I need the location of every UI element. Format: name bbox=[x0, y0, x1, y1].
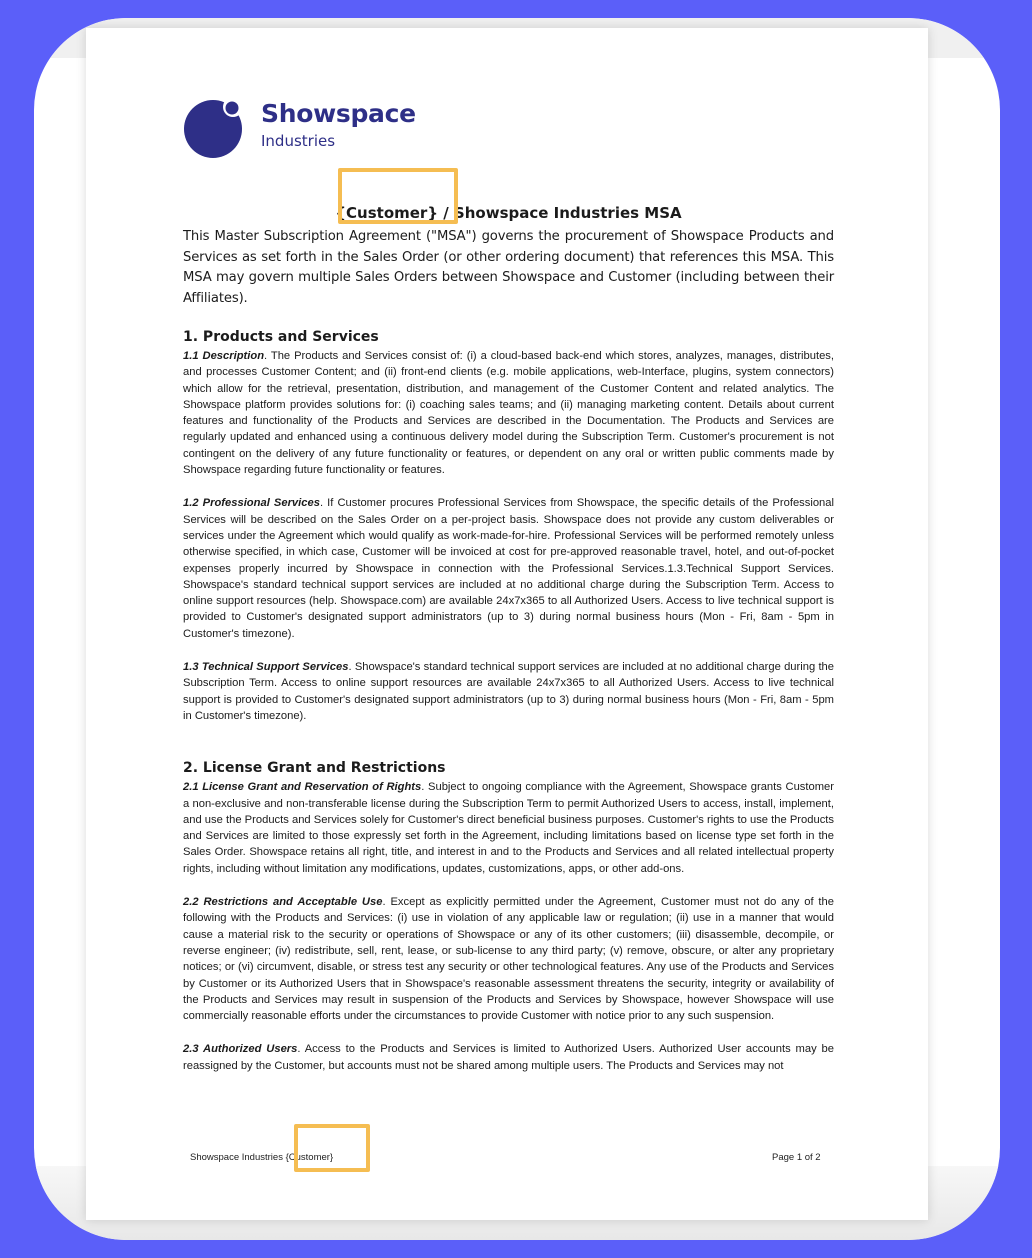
title-placeholder-highlight[interactable] bbox=[338, 168, 458, 224]
clause-text: . Subject to ongoing compliance with the Agreement, Showspace grants Customer a non-exclusive and non-transferable license during the Subscription Term to permit Authorized Users to access, install, implement, and use the Products and Services solely for Customer's direct beneficial business purposes. Customer's rights to use the Products and Services are limited to those expressly set forth in the Agreement, including limitations based on license type set forth in the Sales Order. Showspace retains all right, title, and interest in and to the Products and Services and all related intellectual property rights, including without limitation any modifications, updates, customizations, apps, or other add-ons. bbox=[183, 781, 834, 875]
clause-label: 1.1 Description bbox=[183, 350, 265, 362]
document-body bbox=[183, 204, 834, 1074]
document-title: {Customer} / Showspace Industries MSA bbox=[335, 204, 682, 222]
clause-1-3 bbox=[183, 659, 834, 724]
clause-label: 2.1 License Grant and Reservation of Rights bbox=[183, 781, 422, 794]
window-frame bbox=[34, 18, 1000, 1240]
clause-label: 2.3 Authorized Users bbox=[183, 1043, 298, 1056]
clause-1-2 bbox=[183, 495, 834, 642]
clause-2-1 bbox=[183, 779, 834, 877]
clause-label: 2.2 Restrictions and Acceptable Use bbox=[183, 896, 383, 909]
clause-text: . The Products and Services consist of: (i) a cloud-based back-end which stores, analyzes, manages, distributes, and processes Customer Content; and (ii) front-end clients (e.g. mobile applications, web-Interface, plugins, system connectors) which allow for the retrieval, presentation, distribution, and management of the Customer Content and related analytics. The Showspace platform provides solutions for: (i) coaching sales teams; and (ii) managing marketing content. Details about current features and functionality of the Products and Services are described in the Documentation. The Products and Services are regularly updated and enhanced using a continuous delivery model during the Subscription Term. Customer's procurement is not contingent on the delivery of any future functionality or features, or dependent on any oral or written public comments made by Showspace regarding future functionality or features. bbox=[183, 350, 835, 477]
clause-text: . Except as explicitly permitted under the Agreement, Customer must not do any of the following with the Products and Services: (i) use in violation of any applicable law or regulation; (ii) use in a manner that would cause a material risk to the security or operations of Showspace or any of its other customers; (iii) disassemble, decompile, or reverse engineer; (iv) redistribute, sell, rent, lease, or sub-license to any third party; (v) remove, obscure, or alter any proprietary notices; or (vi) circumvent, disable, or stress test any security or other technological features. Any use of the Products and Services by Customer or its Authorized Users that in Showspace's reasonable assessment threatens the security, integrity or availability of the Products and Services may result in suspension of the Products and Services by Showspace, however Showspace will use commercially reasonable efforts under the circumstances to provide Customer with notice prior to any such suspension. bbox=[183, 896, 834, 1023]
clause-2-3 bbox=[183, 1041, 834, 1074]
clause-text: . Showspace's standard technical support services are included at no additional charge during the Subscription Term. Access to online support resources are available 24x7x365 to all Authorized Users. Access to live technical support is provided to Customer's designated support administrators (up to 3) during normal business hours (Mon - Fri, 8am - 5pm in Customer's timezone). bbox=[183, 661, 834, 722]
section-heading: 1. Products and Services bbox=[183, 329, 379, 345]
clause-2-2 bbox=[183, 894, 834, 1024]
document-page bbox=[86, 28, 928, 1220]
page-number: Page 1 of 2 bbox=[772, 1152, 821, 1163]
clause-text: . If Customer procures Professional Services from Showspace, the specific details of the Professional Services will be described on the Sales Order on a per-project basis. Showspace does not provide any custom deliverables or services under the Agreement which would qualify as work-made-for-hire. Professional Services will be performed remotely unless otherwise specified, in which case, Customer will be invoiced at cost for pre-approved reasonable travel, hotel, and out-of-pocket expenses properly incurred by Showspace in connection with the Professional Services.1.3.Technical Support Services. Showspace's standard technical support services are included at no additional charge during the Subscription Term. Access to online support resources (help. Showspace.com) are available 24x7x365 to all Authorized Users. Access to live technical support is provided to Customer's designated support administrators (up to 3) during normal business hours (Mon - Fri, 8am - 5pm in Customer's timezone). bbox=[183, 497, 834, 640]
footer-customer-placeholder[interactable]: {Customer} bbox=[285, 1152, 334, 1163]
logo-subtitle: Industries bbox=[261, 132, 336, 150]
logo-mark-icon bbox=[183, 97, 245, 159]
intro-paragraph: This Master Subscription Agreement ("MSA") governs the procurement of Showspace Products and Services as set forth in the Sales Order (or other ordering document) that references this MSA. This MSA may govern multiple Sales Orders between Showspace and Customer (including between their Affiliates). bbox=[183, 229, 834, 306]
clause-text: . Access to the Products and Services is limited to Authorized Users. Authorized User accounts may be reassigned by the Customer, but accounts must not be shared among multiple users. The Products and Services may not bbox=[183, 1043, 834, 1072]
footer-company: Showspace Industries bbox=[190, 1152, 286, 1163]
section-heading: 2. License Grant and Restrictions bbox=[183, 760, 446, 777]
logo-name: Showspace bbox=[261, 99, 416, 128]
footer-placeholder-highlight[interactable] bbox=[294, 1124, 370, 1172]
clause-label: 1.3 Technical Support Services bbox=[183, 661, 349, 674]
clause-1-1 bbox=[183, 348, 834, 478]
clause-label: 1.2 Professional Services bbox=[183, 497, 320, 510]
